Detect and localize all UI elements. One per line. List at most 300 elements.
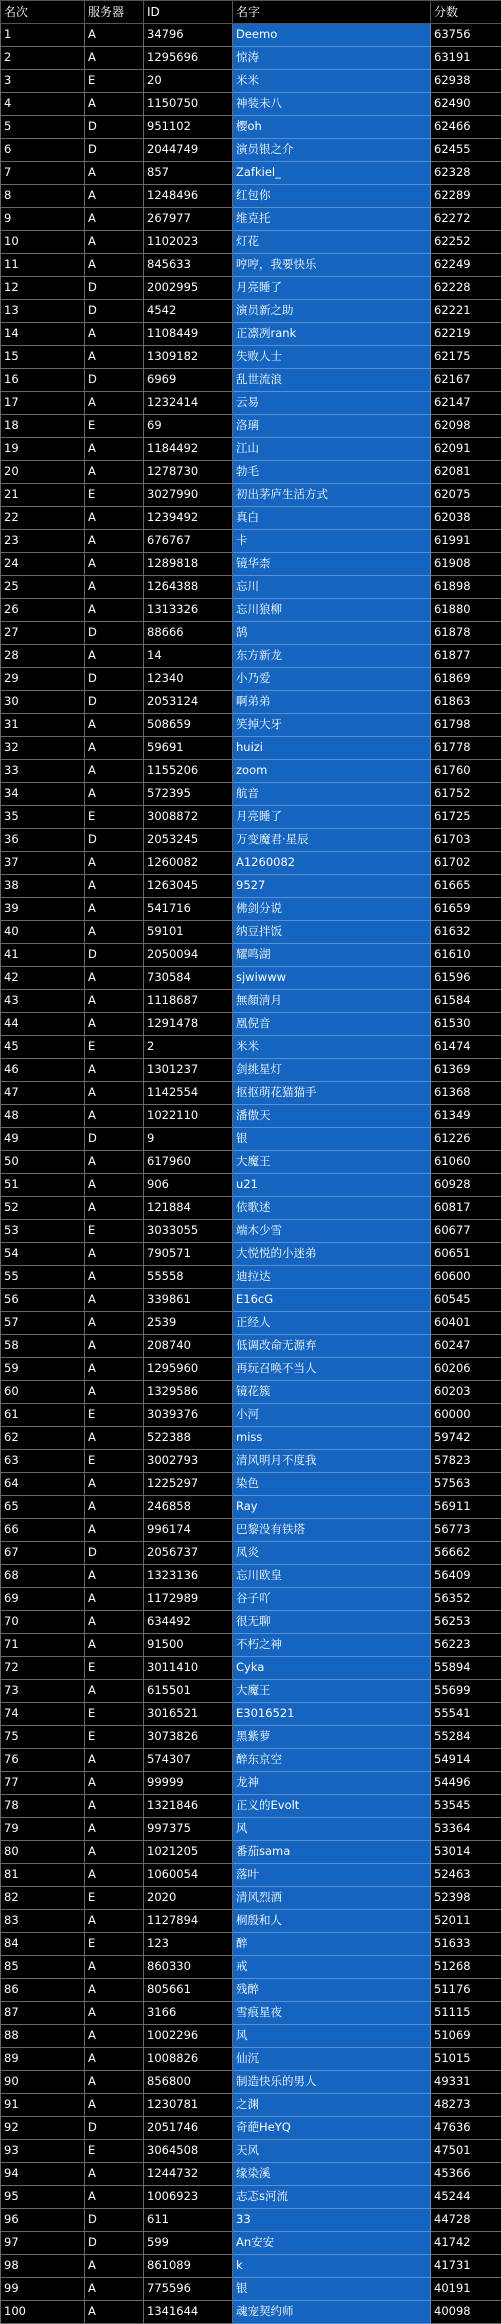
id-cell: 123 <box>144 1933 233 1956</box>
rank-cell: 86 <box>1 1979 85 2002</box>
rank-cell: 14 <box>1 323 85 346</box>
table-row[interactable] <box>1 1979 501 2002</box>
server-cell: A <box>85 2186 144 2209</box>
score-cell: 52463 <box>431 1864 501 1887</box>
table-row[interactable] <box>1 24 501 47</box>
id-cell: 1102023 <box>144 231 233 254</box>
table-row[interactable] <box>1 1634 501 1657</box>
table-row[interactable] <box>1 1542 501 1565</box>
server-cell: E <box>85 1887 144 1910</box>
table-row[interactable] <box>1 1059 501 1082</box>
table-row[interactable] <box>1 2255 501 2278</box>
table-row[interactable] <box>1 185 501 208</box>
id-cell: 1239492 <box>144 507 233 530</box>
name-cell: 忘川欧皇 <box>233 1565 431 1588</box>
table-row[interactable] <box>1 2163 501 2186</box>
rank-cell: 87 <box>1 2002 85 2025</box>
score-cell: 61702 <box>431 852 501 875</box>
table-row[interactable] <box>1 2025 501 2048</box>
table-row[interactable] <box>1 1887 501 1910</box>
server-cell: E <box>85 1404 144 1427</box>
id-cell: 775596 <box>144 2278 233 2301</box>
rank-cell: 53 <box>1 1220 85 1243</box>
rank-cell: 94 <box>1 2163 85 2186</box>
name-cell: 风 <box>233 2025 431 2048</box>
score-cell: 61659 <box>431 898 501 921</box>
id-cell: 3027990 <box>144 484 233 507</box>
score-cell: 55284 <box>431 1726 501 1749</box>
id-cell: 1341644 <box>144 2301 233 2324</box>
table-row[interactable] <box>1 1473 501 1496</box>
server-cell: E <box>85 806 144 829</box>
table-row[interactable] <box>1 1680 501 1703</box>
rank-cell: 1 <box>1 24 85 47</box>
id-cell: 1118687 <box>144 990 233 1013</box>
name-cell: E3016521 <box>233 1703 431 1726</box>
table-row[interactable] <box>1 369 501 392</box>
id-cell: 91500 <box>144 1634 233 1657</box>
rank-cell: 61 <box>1 1404 85 1427</box>
table-row[interactable] <box>1 254 501 277</box>
score-cell: 47501 <box>431 2140 501 2163</box>
name-cell: 巴黎没有铁塔 <box>233 1519 431 1542</box>
score-cell: 54496 <box>431 1772 501 1795</box>
table-row[interactable] <box>1 1036 501 1059</box>
rank-cell: 16 <box>1 369 85 392</box>
id-cell: 99999 <box>144 1772 233 1795</box>
table-row[interactable] <box>1 576 501 599</box>
rank-cell: 64 <box>1 1473 85 1496</box>
score-cell: 61369 <box>431 1059 501 1082</box>
score-cell: 61760 <box>431 760 501 783</box>
table-row[interactable] <box>1 70 501 93</box>
table-row[interactable] <box>1 1726 501 1749</box>
name-cell: 云易 <box>233 392 431 415</box>
score-cell: 63191 <box>431 47 501 70</box>
score-cell: 63756 <box>431 24 501 47</box>
server-cell: A <box>85 1289 144 1312</box>
score-cell: 56352 <box>431 1588 501 1611</box>
name-cell: 清风烈酒 <box>233 1887 431 1910</box>
name-cell: 低调改命无源弃 <box>233 1335 431 1358</box>
table-row[interactable] <box>1 2278 501 2301</box>
id-cell: 1022110 <box>144 1105 233 1128</box>
id-cell: 2020 <box>144 1887 233 1910</box>
rank-cell: 69 <box>1 1588 85 1611</box>
score-cell: 61863 <box>431 691 501 714</box>
table-row[interactable] <box>1 530 501 553</box>
server-cell: A <box>85 2301 144 2324</box>
rank-cell: 13 <box>1 300 85 323</box>
table-row[interactable] <box>1 783 501 806</box>
table-row[interactable] <box>1 47 501 70</box>
table-row[interactable] <box>1 93 501 116</box>
table-row[interactable] <box>1 1013 501 1036</box>
score-cell: 61798 <box>431 714 501 737</box>
rank-cell: 67 <box>1 1542 85 1565</box>
table-row[interactable] <box>1 553 501 576</box>
server-cell: A <box>85 162 144 185</box>
id-cell: 1260082 <box>144 852 233 875</box>
table-row[interactable] <box>1 139 501 162</box>
name-cell: 演员新之助 <box>233 300 431 323</box>
table-row[interactable] <box>1 1588 501 1611</box>
rank-cell: 32 <box>1 737 85 760</box>
table-row[interactable] <box>1 1496 501 1519</box>
rank-cell: 25 <box>1 576 85 599</box>
score-cell: 52011 <box>431 1910 501 1933</box>
table-row[interactable] <box>1 622 501 645</box>
name-cell: 大魔王 <box>233 1151 431 1174</box>
table-row[interactable] <box>1 944 501 967</box>
server-cell: E <box>85 2140 144 2163</box>
rank-cell: 68 <box>1 1565 85 1588</box>
table-row[interactable] <box>1 1910 501 1933</box>
server-cell: A <box>85 530 144 553</box>
server-cell: A <box>85 1013 144 1036</box>
table-row[interactable] <box>1 898 501 921</box>
rank-cell: 96 <box>1 2209 85 2232</box>
table-row[interactable] <box>1 1243 501 1266</box>
table-row[interactable] <box>1 1864 501 1887</box>
server-cell: A <box>85 760 144 783</box>
table-row[interactable] <box>1 438 501 461</box>
server-cell: A <box>85 1243 144 1266</box>
score-cell: 62252 <box>431 231 501 254</box>
server-cell: A <box>85 1910 144 1933</box>
rank-cell: 22 <box>1 507 85 530</box>
name-cell: 灯花 <box>233 231 431 254</box>
server-cell: A <box>85 737 144 760</box>
rank-cell: 62 <box>1 1427 85 1450</box>
table-row[interactable] <box>1 714 501 737</box>
table-row[interactable] <box>1 1312 501 1335</box>
rank-cell: 93 <box>1 2140 85 2163</box>
table-row[interactable] <box>1 1358 501 1381</box>
rank-cell: 18 <box>1 415 85 438</box>
score-cell: 40098 <box>431 2301 501 2324</box>
rank-cell: 28 <box>1 645 85 668</box>
table-row[interactable] <box>1 737 501 760</box>
server-cell: A <box>85 898 144 921</box>
name-cell: 啊弟弟 <box>233 691 431 714</box>
server-cell: E <box>85 1657 144 1680</box>
table-row[interactable] <box>1 2048 501 2071</box>
name-cell: 卡 <box>233 530 431 553</box>
table-row[interactable] <box>1 1174 501 1197</box>
name-cell: 忘川狼柳 <box>233 599 431 622</box>
table-row[interactable] <box>1 2186 501 2209</box>
rank-cell: 72 <box>1 1657 85 1680</box>
score-cell: 45244 <box>431 2186 501 2209</box>
id-cell: 1329586 <box>144 1381 233 1404</box>
rank-cell: 40 <box>1 921 85 944</box>
table-row[interactable] <box>1 1519 501 1542</box>
table-row[interactable] <box>1 1197 501 1220</box>
server-cell: A <box>85 438 144 461</box>
table-row[interactable] <box>1 1657 501 1680</box>
score-cell: 51268 <box>431 1956 501 1979</box>
table-row[interactable] <box>1 1381 501 1404</box>
id-cell: 2056737 <box>144 1542 233 1565</box>
table-row[interactable] <box>1 806 501 829</box>
table-row[interactable] <box>1 875 501 898</box>
id-cell: 1021205 <box>144 1841 233 1864</box>
table-row[interactable] <box>1 645 501 668</box>
score-cell: 62272 <box>431 208 501 231</box>
table-row[interactable] <box>1 967 501 990</box>
server-cell: A <box>85 1174 144 1197</box>
table-row[interactable] <box>1 1565 501 1588</box>
id-cell: 1230781 <box>144 2094 233 2117</box>
id-cell: 1060054 <box>144 1864 233 1887</box>
score-cell: 62081 <box>431 461 501 484</box>
rank-cell: 51 <box>1 1174 85 1197</box>
id-cell: 2053124 <box>144 691 233 714</box>
table-row[interactable] <box>1 1289 501 1312</box>
score-cell: 62938 <box>431 70 501 93</box>
rank-cell: 26 <box>1 599 85 622</box>
server-cell: A <box>85 2025 144 2048</box>
name-cell: 镜花簇 <box>233 1381 431 1404</box>
table-row[interactable] <box>1 2232 501 2255</box>
name-cell: 演员银之介 <box>233 139 431 162</box>
table-row[interactable] <box>1 1335 501 1358</box>
server-cell: D <box>85 2117 144 2140</box>
score-cell: 62249 <box>431 254 501 277</box>
rank-cell: 30 <box>1 691 85 714</box>
score-cell: 62038 <box>431 507 501 530</box>
score-cell: 60817 <box>431 1197 501 1220</box>
score-cell: 55541 <box>431 1703 501 1726</box>
id-cell: 861089 <box>144 2255 233 2278</box>
name-cell: 清风明月不度我 <box>233 1450 431 1473</box>
table-row[interactable] <box>1 2209 501 2232</box>
rank-cell: 89 <box>1 2048 85 2071</box>
name-cell: 残醉 <box>233 1979 431 2002</box>
id-cell: 860330 <box>144 1956 233 1979</box>
table-row[interactable] <box>1 1450 501 1473</box>
rank-cell: 17 <box>1 392 85 415</box>
rank-cell: 35 <box>1 806 85 829</box>
id-cell: 1323136 <box>144 1565 233 1588</box>
name-cell: 正经人 <box>233 1312 431 1335</box>
server-cell: A <box>85 507 144 530</box>
id-cell: 997375 <box>144 1818 233 1841</box>
server-cell: D <box>85 691 144 714</box>
name-cell: 雪痕星夜 <box>233 2002 431 2025</box>
table-row[interactable] <box>1 1956 501 1979</box>
id-cell: 3011410 <box>144 1657 233 1680</box>
table-row[interactable] <box>1 852 501 875</box>
table-row[interactable] <box>1 599 501 622</box>
table-row[interactable] <box>1 392 501 415</box>
id-cell: 574307 <box>144 1749 233 1772</box>
name-cell: 樱oh <box>233 116 431 139</box>
id-cell: 2051746 <box>144 2117 233 2140</box>
score-cell: 51633 <box>431 1933 501 1956</box>
rank-cell: 80 <box>1 1841 85 1864</box>
table-row[interactable] <box>1 2002 501 2025</box>
table-row[interactable] <box>1 323 501 346</box>
id-cell: 1184492 <box>144 438 233 461</box>
table-row[interactable] <box>1 277 501 300</box>
name-cell: Zafkiel_ <box>233 162 431 185</box>
table-row[interactable] <box>1 1082 501 1105</box>
server-cell: A <box>85 2163 144 2186</box>
table-row[interactable] <box>1 760 501 783</box>
name-cell: 大悦悦的小迷弟 <box>233 1243 431 1266</box>
table-row[interactable] <box>1 2094 501 2117</box>
score-cell: 60677 <box>431 1220 501 1243</box>
table-row[interactable] <box>1 1404 501 1427</box>
table-row[interactable] <box>1 1611 501 1634</box>
name-cell: 万变魔君·星辰 <box>233 829 431 852</box>
rank-cell: 74 <box>1 1703 85 1726</box>
table-row[interactable] <box>1 1749 501 1772</box>
server-cell: A <box>85 783 144 806</box>
table-row[interactable] <box>1 1703 501 1726</box>
server-cell: E <box>85 1703 144 1726</box>
table-row[interactable] <box>1 507 501 530</box>
rank-cell: 38 <box>1 875 85 898</box>
table-row[interactable] <box>1 1266 501 1289</box>
table-row[interactable] <box>1 2301 501 2324</box>
table-row[interactable] <box>1 415 501 438</box>
table-row[interactable] <box>1 1772 501 1795</box>
table-row[interactable] <box>1 208 501 231</box>
id-cell: 617960 <box>144 1151 233 1174</box>
server-cell: E <box>85 484 144 507</box>
score-cell: 52398 <box>431 1887 501 1910</box>
name-cell: 米米 <box>233 1036 431 1059</box>
score-cell: 61349 <box>431 1105 501 1128</box>
rank-cell: 4 <box>1 93 85 116</box>
name-cell: 很无聊 <box>233 1611 431 1634</box>
score-cell: 53545 <box>431 1795 501 1818</box>
server-cell: A <box>85 2071 144 2094</box>
id-cell: 996174 <box>144 1519 233 1542</box>
rank-cell: 45 <box>1 1036 85 1059</box>
header-id[interactable]: ID <box>144 1 233 24</box>
rank-cell: 84 <box>1 1933 85 1956</box>
header-score[interactable]: 分数 <box>431 1 501 24</box>
server-cell: A <box>85 1519 144 1542</box>
name-cell: 神装未八 <box>233 93 431 116</box>
name-cell: 端木少雪 <box>233 1220 431 1243</box>
score-cell: 53014 <box>431 1841 501 1864</box>
score-cell: 62328 <box>431 162 501 185</box>
rank-cell: 76 <box>1 1749 85 1772</box>
table-row[interactable] <box>1 461 501 484</box>
table-row[interactable] <box>1 1220 501 1243</box>
id-cell: 1321846 <box>144 1795 233 1818</box>
server-cell: A <box>85 1082 144 1105</box>
score-cell: 47636 <box>431 2117 501 2140</box>
table-row[interactable] <box>1 1795 501 1818</box>
table-row[interactable] <box>1 668 501 691</box>
score-cell: 60401 <box>431 1312 501 1335</box>
table-row[interactable] <box>1 829 501 852</box>
table-row[interactable] <box>1 2071 501 2094</box>
score-cell: 60928 <box>431 1174 501 1197</box>
id-cell: 856800 <box>144 2071 233 2094</box>
id-cell: 59691 <box>144 737 233 760</box>
header-name[interactable]: 名字 <box>233 1 431 24</box>
rank-cell: 78 <box>1 1795 85 1818</box>
id-cell: 34796 <box>144 24 233 47</box>
score-cell: 62098 <box>431 415 501 438</box>
name-cell: 9527 <box>233 875 431 898</box>
name-cell: 真白 <box>233 507 431 530</box>
table-row[interactable] <box>1 231 501 254</box>
table-row[interactable] <box>1 162 501 185</box>
table-row[interactable] <box>1 1128 501 1151</box>
id-cell: 3033055 <box>144 1220 233 1243</box>
name-cell: 谷子吖 <box>233 1588 431 1611</box>
table-row[interactable] <box>1 1841 501 1864</box>
table-row[interactable] <box>1 1933 501 1956</box>
server-cell: A <box>85 1335 144 1358</box>
table-row[interactable] <box>1 691 501 714</box>
id-cell: 951102 <box>144 116 233 139</box>
rank-cell: 36 <box>1 829 85 852</box>
rank-cell: 83 <box>1 1910 85 1933</box>
server-cell: A <box>85 323 144 346</box>
name-cell: 航音 <box>233 783 431 806</box>
name-cell: 缘染溪 <box>233 2163 431 2186</box>
rank-cell: 15 <box>1 346 85 369</box>
id-cell: 3166 <box>144 2002 233 2025</box>
table-row[interactable] <box>1 2140 501 2163</box>
id-cell: 790571 <box>144 1243 233 1266</box>
rank-cell: 11 <box>1 254 85 277</box>
score-cell: 56662 <box>431 1542 501 1565</box>
score-cell: 61596 <box>431 967 501 990</box>
score-cell: 61991 <box>431 530 501 553</box>
name-cell: 剑挑星灯 <box>233 1059 431 1082</box>
id-cell: 3064508 <box>144 2140 233 2163</box>
id-cell: 2 <box>144 1036 233 1059</box>
table-row[interactable] <box>1 1818 501 1841</box>
rank-cell: 63 <box>1 1450 85 1473</box>
score-cell: 51069 <box>431 2025 501 2048</box>
table-row[interactable] <box>1 484 501 507</box>
header-server[interactable]: 服务器 <box>85 1 144 24</box>
table-row[interactable] <box>1 2117 501 2140</box>
rank-cell: 54 <box>1 1243 85 1266</box>
rank-cell: 34 <box>1 783 85 806</box>
header-rank[interactable]: 名次 <box>1 1 85 24</box>
rank-cell: 55 <box>1 1266 85 1289</box>
name-cell: 再玩召唤不当人 <box>233 1358 431 1381</box>
server-cell: A <box>85 921 144 944</box>
table-row[interactable] <box>1 1105 501 1128</box>
server-cell: D <box>85 2209 144 2232</box>
name-cell: 天风 <box>233 2140 431 2163</box>
table-row[interactable] <box>1 990 501 1013</box>
table-row[interactable] <box>1 921 501 944</box>
table-row[interactable] <box>1 1151 501 1174</box>
table-row[interactable] <box>1 1427 501 1450</box>
server-cell: D <box>85 139 144 162</box>
server-cell: E <box>85 1036 144 1059</box>
table-row[interactable] <box>1 116 501 139</box>
name-cell: 桐殷和人 <box>233 1910 431 1933</box>
table-row[interactable] <box>1 346 501 369</box>
name-cell: 抠抠萌花猫猫手 <box>233 1082 431 1105</box>
table-row[interactable] <box>1 300 501 323</box>
